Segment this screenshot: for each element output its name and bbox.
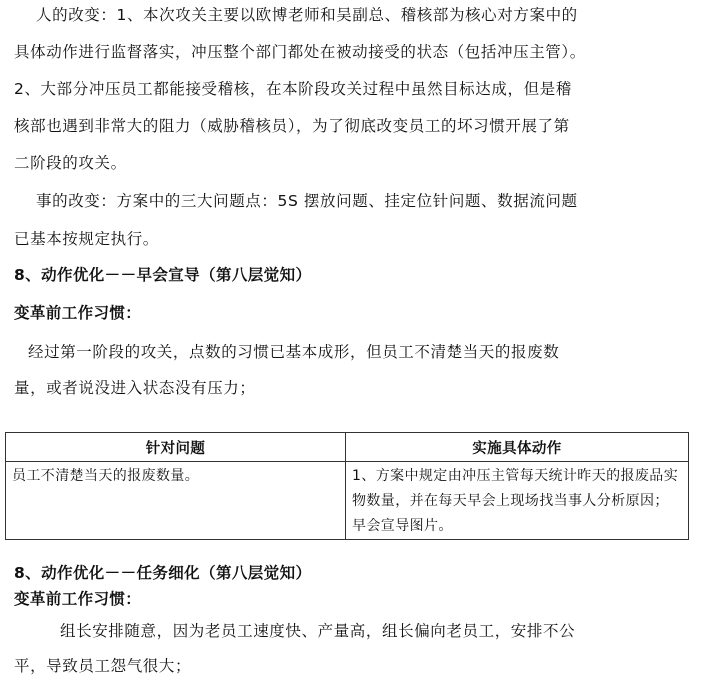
table-header-row: [6, 433, 689, 462]
section1-body-line2: 量，或者说没进入状态没有压力；: [14, 379, 256, 397]
paragraph-people-change-line4: 核部也遇到非常大的阻力（威胁稽核员），为了彻底改变员工的坏习惯开展了第: [14, 117, 570, 135]
paragraph-people-change-line2: 具体动作进行监督落实，冲压整个部门都处在被动接受的状态（包括冲压主管）。: [14, 43, 586, 61]
table-cell-problem: 员工不清楚当天的报废数量。: [6, 462, 346, 540]
table-header-action: 实施具体动作: [346, 433, 689, 462]
table-row: [6, 462, 689, 540]
section-subheading-habits-before: 变革前工作习惯：: [14, 304, 142, 322]
paragraph-people-change-line3: 2、大部分冲压员工都能接受稽核，在本阶段攻关过程中虽然目标达成，但是稽: [14, 80, 572, 98]
paragraph-people-change-line1: 人的改变：1、本次攻关主要以欧博老师和吴副总、稽核部为核心对方案中的: [36, 6, 578, 24]
paragraph-matter-change-line1: 事的改变：方案中的三大问题点：5S 摆放问题、挂定位针问题、数据流问题: [36, 192, 578, 210]
section2-subheading-habits-before: 变革前工作习惯：: [14, 590, 142, 608]
table-cell-action: 1、方案中规定由冲压主管每天统计昨天的报废品实物数量，并在每天早会上现场找当事人分析原因；早会宣导图片。: [346, 462, 689, 540]
problem-action-table: [5, 432, 689, 540]
paragraph-people-change-line5: 二阶段的攻关。: [14, 154, 127, 172]
section1-body-line1: 经过第一阶段的攻关，点数的习惯已基本成形，但员工不清楚当天的报废数: [28, 343, 560, 361]
section-heading-task-refinement: 8、动作优化－－任务细化（第八层觉知）: [14, 564, 312, 582]
section2-body-line2: 平，导致员工怨气很大；: [14, 657, 192, 675]
table-header-problem: 针对问题: [6, 433, 346, 462]
section2-body-line1: 组长安排随意，因为老员工速度快、产量高，组长偏向老员工，安排不公: [60, 622, 576, 640]
paragraph-matter-change-line2: 已基本按规定执行。: [14, 230, 159, 248]
section-heading-morning-briefing: 8、动作优化－－早会宣导（第八层觉知）: [14, 266, 312, 284]
